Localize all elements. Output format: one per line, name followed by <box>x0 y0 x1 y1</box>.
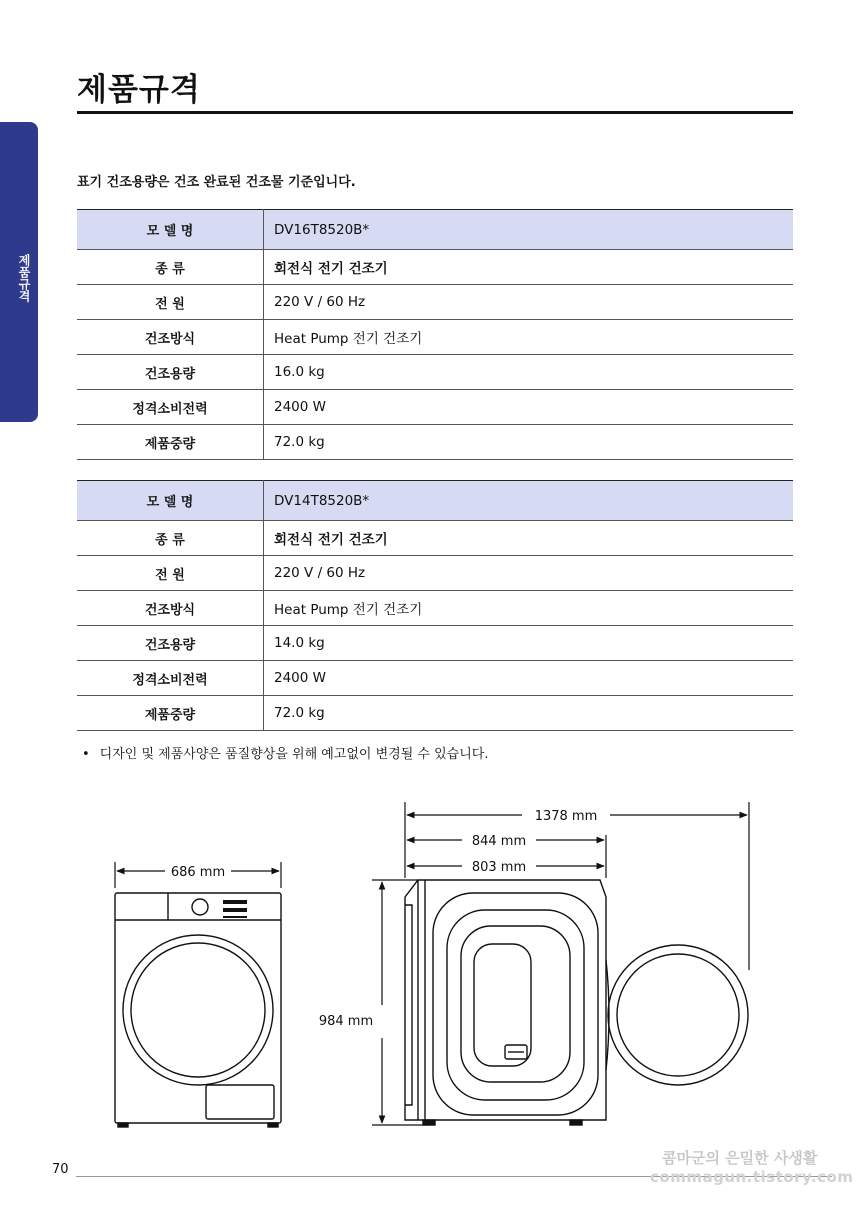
row-label: 모 델 명 <box>77 481 264 521</box>
row-label: 종 류 <box>77 521 264 556</box>
table-row <box>77 591 793 626</box>
body-depth-dimension: 803 mm <box>471 860 527 875</box>
table-row <box>77 285 793 320</box>
row-label: 제품중량 <box>77 425 264 460</box>
row-value: DV14T8520B* <box>264 481 794 521</box>
table-row <box>77 556 793 591</box>
table-row <box>77 250 793 285</box>
row-value: 2400 W <box>264 390 794 425</box>
watermark-line1: 콤마군의 은밀한 사생활 <box>662 1149 818 1167</box>
row-label: 건조용량 <box>77 626 264 661</box>
row-label: 종 류 <box>77 250 264 285</box>
total-depth-dimension: 844 mm <box>471 834 527 849</box>
table-row <box>77 481 793 521</box>
row-label: 건조방식 <box>77 320 264 355</box>
table-row <box>77 425 793 460</box>
row-value: 2400 W <box>264 661 794 696</box>
side-view-dryer <box>405 880 748 1125</box>
side-tab-label: 제품규격 <box>17 254 31 302</box>
row-value: 회전식 전기 건조기 <box>264 521 794 556</box>
table-row <box>77 210 793 250</box>
row-label: 전 원 <box>77 556 264 591</box>
capacity-note: 표기 건조용량은 건조 완료된 건조물 기준입니다. <box>77 175 356 190</box>
row-label: 건조방식 <box>77 591 264 626</box>
row-value: 회전식 전기 건조기 <box>264 250 794 285</box>
spec-table-1 <box>77 209 793 460</box>
spec-table-2 <box>77 480 793 731</box>
page-number: 70 <box>52 1162 69 1177</box>
row-label: 건조용량 <box>77 355 264 390</box>
width-dimension: 686 mm <box>170 865 226 880</box>
row-label: 정격소비전력 <box>77 390 264 425</box>
watermark-line2: commagun.tistory.com <box>650 1168 854 1186</box>
dimension-drawing <box>0 790 860 1140</box>
row-label: 제품중량 <box>77 696 264 731</box>
door-open-depth-dimension: 1378 mm <box>534 809 598 824</box>
row-label: 정격소비전력 <box>77 661 264 696</box>
title-rule <box>77 111 793 114</box>
front-view-dryer <box>115 893 281 1127</box>
row-value: DV16T8520B* <box>264 210 794 250</box>
row-value: 16.0 kg <box>264 355 794 390</box>
row-value: 72.0 kg <box>264 696 794 731</box>
footnote <box>82 743 489 762</box>
page-title: 제품규격 <box>77 72 201 108</box>
row-value: 220 V / 60 Hz <box>264 285 794 320</box>
row-value: 220 V / 60 Hz <box>264 556 794 591</box>
table-row <box>77 355 793 390</box>
footnote-text: 디자인 및 제품사양은 품질향상을 위해 예고없이 변경될 수 있습니다. <box>99 747 489 762</box>
table-row <box>77 390 793 425</box>
table-row <box>77 320 793 355</box>
bullet-icon: • <box>82 747 90 762</box>
row-value: Heat Pump 전기 건조기 <box>264 320 794 355</box>
row-value: 72.0 kg <box>264 425 794 460</box>
table-row <box>77 696 793 731</box>
row-label: 모 델 명 <box>77 210 264 250</box>
row-label: 전 원 <box>77 285 264 320</box>
table-row <box>77 661 793 696</box>
row-value: Heat Pump 전기 건조기 <box>264 591 794 626</box>
height-dimension: 984 mm <box>318 1014 374 1029</box>
row-value: 14.0 kg <box>264 626 794 661</box>
table-row <box>77 521 793 556</box>
table-row <box>77 626 793 661</box>
